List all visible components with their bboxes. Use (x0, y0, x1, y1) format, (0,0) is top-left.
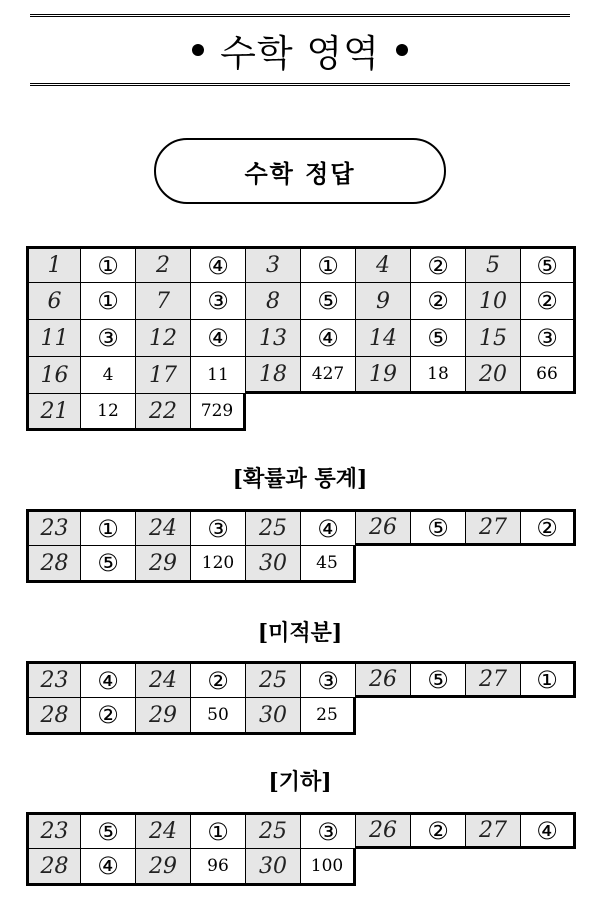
answer-value: 4 (81, 357, 136, 394)
answer-value: ② (411, 812, 466, 849)
answer-value: ② (191, 661, 246, 698)
answer-value: ⑤ (411, 509, 466, 546)
question-number: 23 (26, 812, 81, 849)
bullet-icon (396, 44, 408, 56)
common-answer-grid (26, 246, 576, 431)
answer-value: 66 (521, 357, 576, 394)
section-heading-probability: [확률과 통계] (232, 466, 368, 492)
question-number: 29 (136, 546, 191, 583)
answer-value: 427 (301, 357, 356, 394)
question-number: 15 (466, 320, 521, 357)
answer-value: 96 (191, 849, 246, 886)
answer-value: 45 (301, 546, 356, 583)
answer-value: ⑤ (411, 661, 466, 698)
answer-value: 12 (81, 394, 136, 431)
question-number: 25 (246, 812, 301, 849)
question-number: 12 (136, 320, 191, 357)
answer-value: ④ (81, 849, 136, 886)
question-number: 2 (136, 246, 191, 283)
question-number: 28 (26, 849, 81, 886)
answer-value: ② (521, 509, 576, 546)
question-number: 26 (356, 661, 411, 698)
answer-value: ③ (301, 812, 356, 849)
question-number: 28 (26, 698, 81, 735)
question-number: 29 (136, 698, 191, 735)
question-number: 20 (466, 357, 521, 394)
answer-key-title: 수학 정답 (154, 138, 446, 204)
answer-value: ① (301, 246, 356, 283)
question-number: 18 (246, 357, 301, 394)
question-number: 28 (26, 546, 81, 583)
answer-value: ① (81, 246, 136, 283)
question-number: 8 (246, 283, 301, 320)
bullet-icon (192, 44, 204, 56)
question-number: 10 (466, 283, 521, 320)
answer-value: 120 (191, 546, 246, 583)
question-number: 3 (246, 246, 301, 283)
answer-value: ④ (191, 320, 246, 357)
probability-answer-grid (26, 509, 576, 583)
page-title (176, 23, 424, 77)
answer-value: ② (81, 698, 136, 735)
answer-value: ④ (301, 320, 356, 357)
answer-value: ⑤ (411, 320, 466, 357)
question-number: 21 (26, 394, 81, 431)
question-number: 30 (246, 849, 301, 886)
answer-value: 25 (301, 698, 356, 735)
answer-value: ⑤ (81, 546, 136, 583)
question-number: 9 (356, 283, 411, 320)
answer-value: 11 (191, 357, 246, 394)
question-number: 27 (466, 509, 521, 546)
answer-value: ② (411, 246, 466, 283)
answer-value: ③ (301, 661, 356, 698)
question-number: 24 (136, 661, 191, 698)
question-number: 19 (356, 357, 411, 394)
question-number: 22 (136, 394, 191, 431)
question-number: 6 (26, 283, 81, 320)
question-number: 13 (246, 320, 301, 357)
answer-value: ① (191, 812, 246, 849)
question-number: 24 (136, 509, 191, 546)
question-number: 26 (356, 509, 411, 546)
answer-value: ④ (521, 812, 576, 849)
answer-value: 18 (411, 357, 466, 394)
answer-value: ⑤ (521, 246, 576, 283)
answer-value: ⑤ (81, 812, 136, 849)
question-number: 27 (466, 661, 521, 698)
question-number: 7 (136, 283, 191, 320)
question-number: 5 (466, 246, 521, 283)
answer-value: 100 (301, 849, 356, 886)
question-number: 30 (246, 546, 301, 583)
question-number: 25 (246, 509, 301, 546)
answer-value: ③ (191, 283, 246, 320)
question-number: 16 (26, 357, 81, 394)
question-number: 11 (26, 320, 81, 357)
question-number: 25 (246, 661, 301, 698)
answer-value: ④ (191, 246, 246, 283)
geometry-answer-grid (26, 812, 576, 886)
question-number: 17 (136, 357, 191, 394)
page-header (30, 14, 570, 86)
answer-value: ④ (301, 509, 356, 546)
answer-value: ③ (81, 320, 136, 357)
answer-value: ⑤ (301, 283, 356, 320)
section-heading-calculus: [미적분] (257, 620, 343, 646)
question-number: 14 (356, 320, 411, 357)
question-number: 23 (26, 661, 81, 698)
question-number: 23 (26, 509, 81, 546)
calculus-answer-grid (26, 661, 576, 735)
answer-value: ③ (521, 320, 576, 357)
page-title-text: 수학 영역 (220, 32, 380, 75)
answer-value: ② (521, 283, 576, 320)
answer-value: ② (411, 283, 466, 320)
section-heading-geometry: [기하] (268, 769, 332, 795)
answer-value: 50 (191, 698, 246, 735)
answer-value: ① (81, 509, 136, 546)
answer-value: ③ (191, 509, 246, 546)
question-number: 4 (356, 246, 411, 283)
question-number: 27 (466, 812, 521, 849)
answer-value: ① (521, 661, 576, 698)
question-number: 24 (136, 812, 191, 849)
answer-value: ① (81, 283, 136, 320)
question-number: 29 (136, 849, 191, 886)
question-number: 30 (246, 698, 301, 735)
answer-value: ④ (81, 661, 136, 698)
question-number: 1 (26, 246, 81, 283)
answer-value: 729 (191, 394, 246, 431)
question-number: 26 (356, 812, 411, 849)
